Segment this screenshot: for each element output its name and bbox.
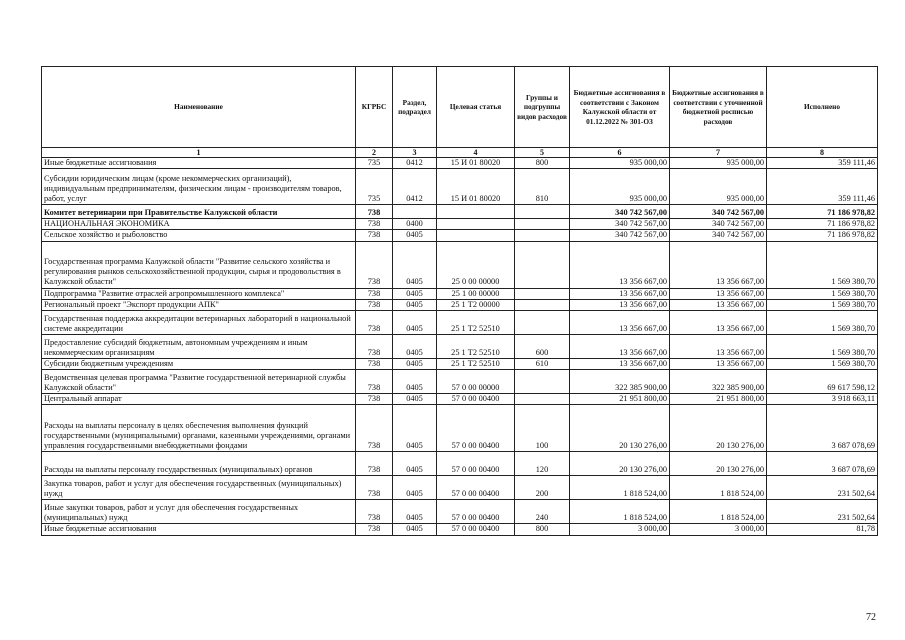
cell-target: 25 1 Т2 52510 (437, 359, 515, 370)
cell-executed: 359 111,46 (767, 158, 878, 169)
cell-kgrbs: 738 (356, 205, 393, 219)
col-num: 5 (515, 148, 570, 158)
cell-target: 57 0 00 00400 (437, 500, 515, 524)
cell-executed: 3 687 078,69 (767, 405, 878, 452)
col-num: 3 (393, 148, 437, 158)
cell-group: 610 (515, 359, 570, 370)
table-row (42, 370, 878, 394)
cell-name: Расходы на выплаты персоналу государственных (муниципальных) органов (42, 452, 356, 476)
cell-target: 57 0 00 00400 (437, 452, 515, 476)
cell-law: 322 385 900,00 (570, 370, 670, 394)
cell-name: НАЦИОНАЛЬНАЯ ЭКОНОМИКА (42, 219, 356, 230)
cell-target: 25 1 Т2 52510 (437, 311, 515, 335)
table-row (42, 299, 878, 310)
col-num: 6 (570, 148, 670, 158)
table-row (42, 452, 878, 476)
cell-executed: 1 569 380,70 (767, 311, 878, 335)
cell-executed: 81,78 (767, 524, 878, 535)
cell-group (515, 370, 570, 394)
header-specified: Бюджетные ассигнования в соответствии с уточненной бюджетной росписью расходов (670, 67, 767, 148)
cell-law: 13 356 667,00 (570, 241, 670, 288)
table-row (42, 219, 878, 230)
cell-kgrbs: 738 (356, 452, 393, 476)
cell-section: 0405 (393, 500, 437, 524)
cell-kgrbs: 738 (356, 241, 393, 288)
cell-law: 21 951 800,00 (570, 394, 670, 405)
cell-specified: 935 000,00 (670, 169, 767, 205)
cell-target: 15 И 01 80020 (437, 158, 515, 169)
cell-section: 0405 (393, 524, 437, 535)
cell-name: Государственная программа Калужской области "Развитие сельского хозяйства и регулирования рынков сельскохозяйственной продукции, сырья и продовольствия в Калужской области" (42, 241, 356, 288)
cell-specified: 340 742 567,00 (670, 230, 767, 241)
table-row (42, 288, 878, 299)
cell-name: Подпрограмма "Развитие отраслей агропромышленного комплекса" (42, 288, 356, 299)
cell-law: 340 742 567,00 (570, 205, 670, 219)
cell-target (437, 205, 515, 219)
header-name: Наименование (42, 67, 356, 148)
table-body (42, 158, 878, 536)
cell-law: 1 818 524,00 (570, 476, 670, 500)
table-row (42, 205, 878, 219)
cell-law: 13 356 667,00 (570, 311, 670, 335)
cell-name: Иные бюджетные ассигнования (42, 524, 356, 535)
cell-section: 0405 (393, 311, 437, 335)
cell-kgrbs: 738 (356, 500, 393, 524)
cell-specified: 20 130 276,00 (670, 452, 767, 476)
col-num: 8 (767, 148, 878, 158)
cell-target: 25 1 Т2 00000 (437, 299, 515, 310)
cell-group (515, 230, 570, 241)
cell-section: 0405 (393, 299, 437, 310)
cell-name: Государственная поддержка аккредитации ветеринарных лабораторий в национальной системе аккредитации (42, 311, 356, 335)
cell-kgrbs: 738 (356, 219, 393, 230)
cell-group: 120 (515, 452, 570, 476)
cell-specified: 13 356 667,00 (670, 288, 767, 299)
cell-specified: 13 356 667,00 (670, 311, 767, 335)
cell-group: 600 (515, 335, 570, 359)
cell-kgrbs: 738 (356, 311, 393, 335)
cell-target: 25 1 Т2 52510 (437, 335, 515, 359)
cell-kgrbs: 738 (356, 370, 393, 394)
table-row (42, 335, 878, 359)
cell-specified: 13 356 667,00 (670, 335, 767, 359)
cell-specified: 13 356 667,00 (670, 241, 767, 288)
cell-name: Центральный аппарат (42, 394, 356, 405)
cell-target (437, 219, 515, 230)
cell-group: 100 (515, 405, 570, 452)
cell-name: Сельское хозяйство и рыболовство (42, 230, 356, 241)
cell-group (515, 394, 570, 405)
cell-specified: 1 818 524,00 (670, 500, 767, 524)
cell-section: 0405 (393, 370, 437, 394)
cell-section: 0412 (393, 158, 437, 169)
cell-section: 0405 (393, 359, 437, 370)
cell-law: 1 818 524,00 (570, 500, 670, 524)
cell-section (393, 205, 437, 219)
table-row (42, 524, 878, 535)
header-row (42, 67, 878, 148)
cell-executed: 1 569 380,70 (767, 335, 878, 359)
cell-law: 3 000,00 (570, 524, 670, 535)
page-number: 72 (866, 612, 876, 623)
cell-executed: 1 569 380,70 (767, 288, 878, 299)
cell-target: 25 0 00 00000 (437, 241, 515, 288)
cell-target: 57 0 00 00400 (437, 405, 515, 452)
cell-name: Комитет ветеринарии при Правительстве Калужской области (42, 205, 356, 219)
cell-target: 57 0 00 00000 (437, 370, 515, 394)
col-num: 4 (437, 148, 515, 158)
col-num: 7 (670, 148, 767, 158)
cell-kgrbs: 735 (356, 158, 393, 169)
cell-section: 0400 (393, 219, 437, 230)
cell-section: 0405 (393, 476, 437, 500)
cell-law: 13 356 667,00 (570, 335, 670, 359)
cell-section: 0405 (393, 452, 437, 476)
table-row (42, 405, 878, 452)
header-target: Целевая статья (437, 67, 515, 148)
cell-executed: 71 186 978,82 (767, 205, 878, 219)
cell-section: 0405 (393, 241, 437, 288)
cell-target: 57 0 00 00400 (437, 476, 515, 500)
budget-table (41, 66, 878, 536)
header-kgrbs: КГРБС (356, 67, 393, 148)
cell-group: 800 (515, 524, 570, 535)
cell-executed: 71 186 978,82 (767, 219, 878, 230)
cell-specified: 322 385 900,00 (670, 370, 767, 394)
cell-group (515, 311, 570, 335)
cell-specified: 935 000,00 (670, 158, 767, 169)
cell-target: 57 0 00 00400 (437, 524, 515, 535)
cell-group (515, 288, 570, 299)
cell-kgrbs: 738 (356, 230, 393, 241)
header-executed: Исполнено (767, 67, 878, 148)
cell-group (515, 219, 570, 230)
cell-name: Субсидии бюджетным учреждениям (42, 359, 356, 370)
cell-kgrbs: 738 (356, 394, 393, 405)
table-row (42, 394, 878, 405)
table-row (42, 476, 878, 500)
cell-executed: 69 617 598,12 (767, 370, 878, 394)
cell-section: 0405 (393, 335, 437, 359)
cell-executed: 1 569 380,70 (767, 241, 878, 288)
cell-target: 25 1 00 00000 (437, 288, 515, 299)
cell-executed: 1 569 380,70 (767, 299, 878, 310)
cell-law: 935 000,00 (570, 169, 670, 205)
cell-kgrbs: 738 (356, 524, 393, 535)
cell-name: Ведомственная целевая программа "Развитие государственной ветеринарной службы Калужской области" (42, 370, 356, 394)
cell-name: Иные закупки товаров, работ и услуг для обеспечения государственных (муниципальных) нужд (42, 500, 356, 524)
table-row (42, 311, 878, 335)
cell-target (437, 230, 515, 241)
cell-executed: 231 502,64 (767, 476, 878, 500)
cell-executed: 1 569 380,70 (767, 359, 878, 370)
cell-executed: 3 687 078,69 (767, 452, 878, 476)
cell-specified: 20 130 276,00 (670, 405, 767, 452)
cell-kgrbs: 738 (356, 359, 393, 370)
header-groups: Группы и подгруппы видов расходов (515, 67, 570, 148)
cell-name: Предоставление субсидий бюджетным, автономным учреждениям и иным некоммерческим организациям (42, 335, 356, 359)
cell-name: Субсидии юридическим лицам (кроме некоммерческих организаций), индивидуальным предпринимателям, физическим лицам - производителям товаров, работ, услуг (42, 169, 356, 205)
col-num: 2 (356, 148, 393, 158)
table-row (42, 230, 878, 241)
cell-kgrbs: 738 (356, 476, 393, 500)
cell-specified: 340 742 567,00 (670, 205, 767, 219)
cell-kgrbs: 738 (356, 405, 393, 452)
cell-specified: 1 818 524,00 (670, 476, 767, 500)
cell-kgrbs: 738 (356, 335, 393, 359)
cell-specified: 13 356 667,00 (670, 299, 767, 310)
cell-executed: 359 111,46 (767, 169, 878, 205)
cell-law: 935 000,00 (570, 158, 670, 169)
cell-executed: 3 918 663,11 (767, 394, 878, 405)
table-row (42, 359, 878, 370)
cell-section: 0405 (393, 230, 437, 241)
cell-section: 0405 (393, 394, 437, 405)
cell-group (515, 241, 570, 288)
cell-law: 13 356 667,00 (570, 288, 670, 299)
cell-specified: 13 356 667,00 (670, 359, 767, 370)
cell-name: Иные бюджетные ассигнования (42, 158, 356, 169)
header-section: Раздел, подраздел (393, 67, 437, 148)
table-row (42, 500, 878, 524)
cell-group: 240 (515, 500, 570, 524)
cell-name: Расходы на выплаты персоналу в целях обеспечения выполнения функций государственными (муниципальными) органами, казенными учреждениями, органами управления государственными внебюджетными фондами (42, 405, 356, 452)
cell-name: Региональный проект "Экспорт продукции АПК" (42, 299, 356, 310)
table-row (42, 241, 878, 288)
cell-executed: 231 502,64 (767, 500, 878, 524)
header-law: Бюджетные ассигнования в соответствии с Законом Калужской области от 01.12.2022 № 301-ОЗ (570, 67, 670, 148)
col-num: 1 (42, 148, 356, 158)
cell-specified: 21 951 800,00 (670, 394, 767, 405)
cell-group (515, 299, 570, 310)
cell-law: 13 356 667,00 (570, 299, 670, 310)
cell-law: 13 356 667,00 (570, 359, 670, 370)
cell-group (515, 205, 570, 219)
cell-target: 15 И 01 80020 (437, 169, 515, 205)
column-number-row (42, 148, 878, 158)
table-row (42, 169, 878, 205)
cell-section: 0412 (393, 169, 437, 205)
cell-specified: 3 000,00 (670, 524, 767, 535)
cell-law: 20 130 276,00 (570, 405, 670, 452)
cell-law: 20 130 276,00 (570, 452, 670, 476)
cell-section: 0405 (393, 405, 437, 452)
cell-law: 340 742 567,00 (570, 219, 670, 230)
cell-specified: 340 742 567,00 (670, 219, 767, 230)
cell-name: Закупка товаров, работ и услуг для обеспечения государственных (муниципальных) нужд (42, 476, 356, 500)
cell-law: 340 742 567,00 (570, 230, 670, 241)
cell-kgrbs: 738 (356, 288, 393, 299)
cell-group: 810 (515, 169, 570, 205)
cell-group: 200 (515, 476, 570, 500)
cell-kgrbs: 735 (356, 169, 393, 205)
table-row (42, 158, 878, 169)
cell-target: 57 0 00 00400 (437, 394, 515, 405)
cell-group: 800 (515, 158, 570, 169)
cell-executed: 71 186 978,82 (767, 230, 878, 241)
cell-section: 0405 (393, 288, 437, 299)
cell-kgrbs: 738 (356, 299, 393, 310)
